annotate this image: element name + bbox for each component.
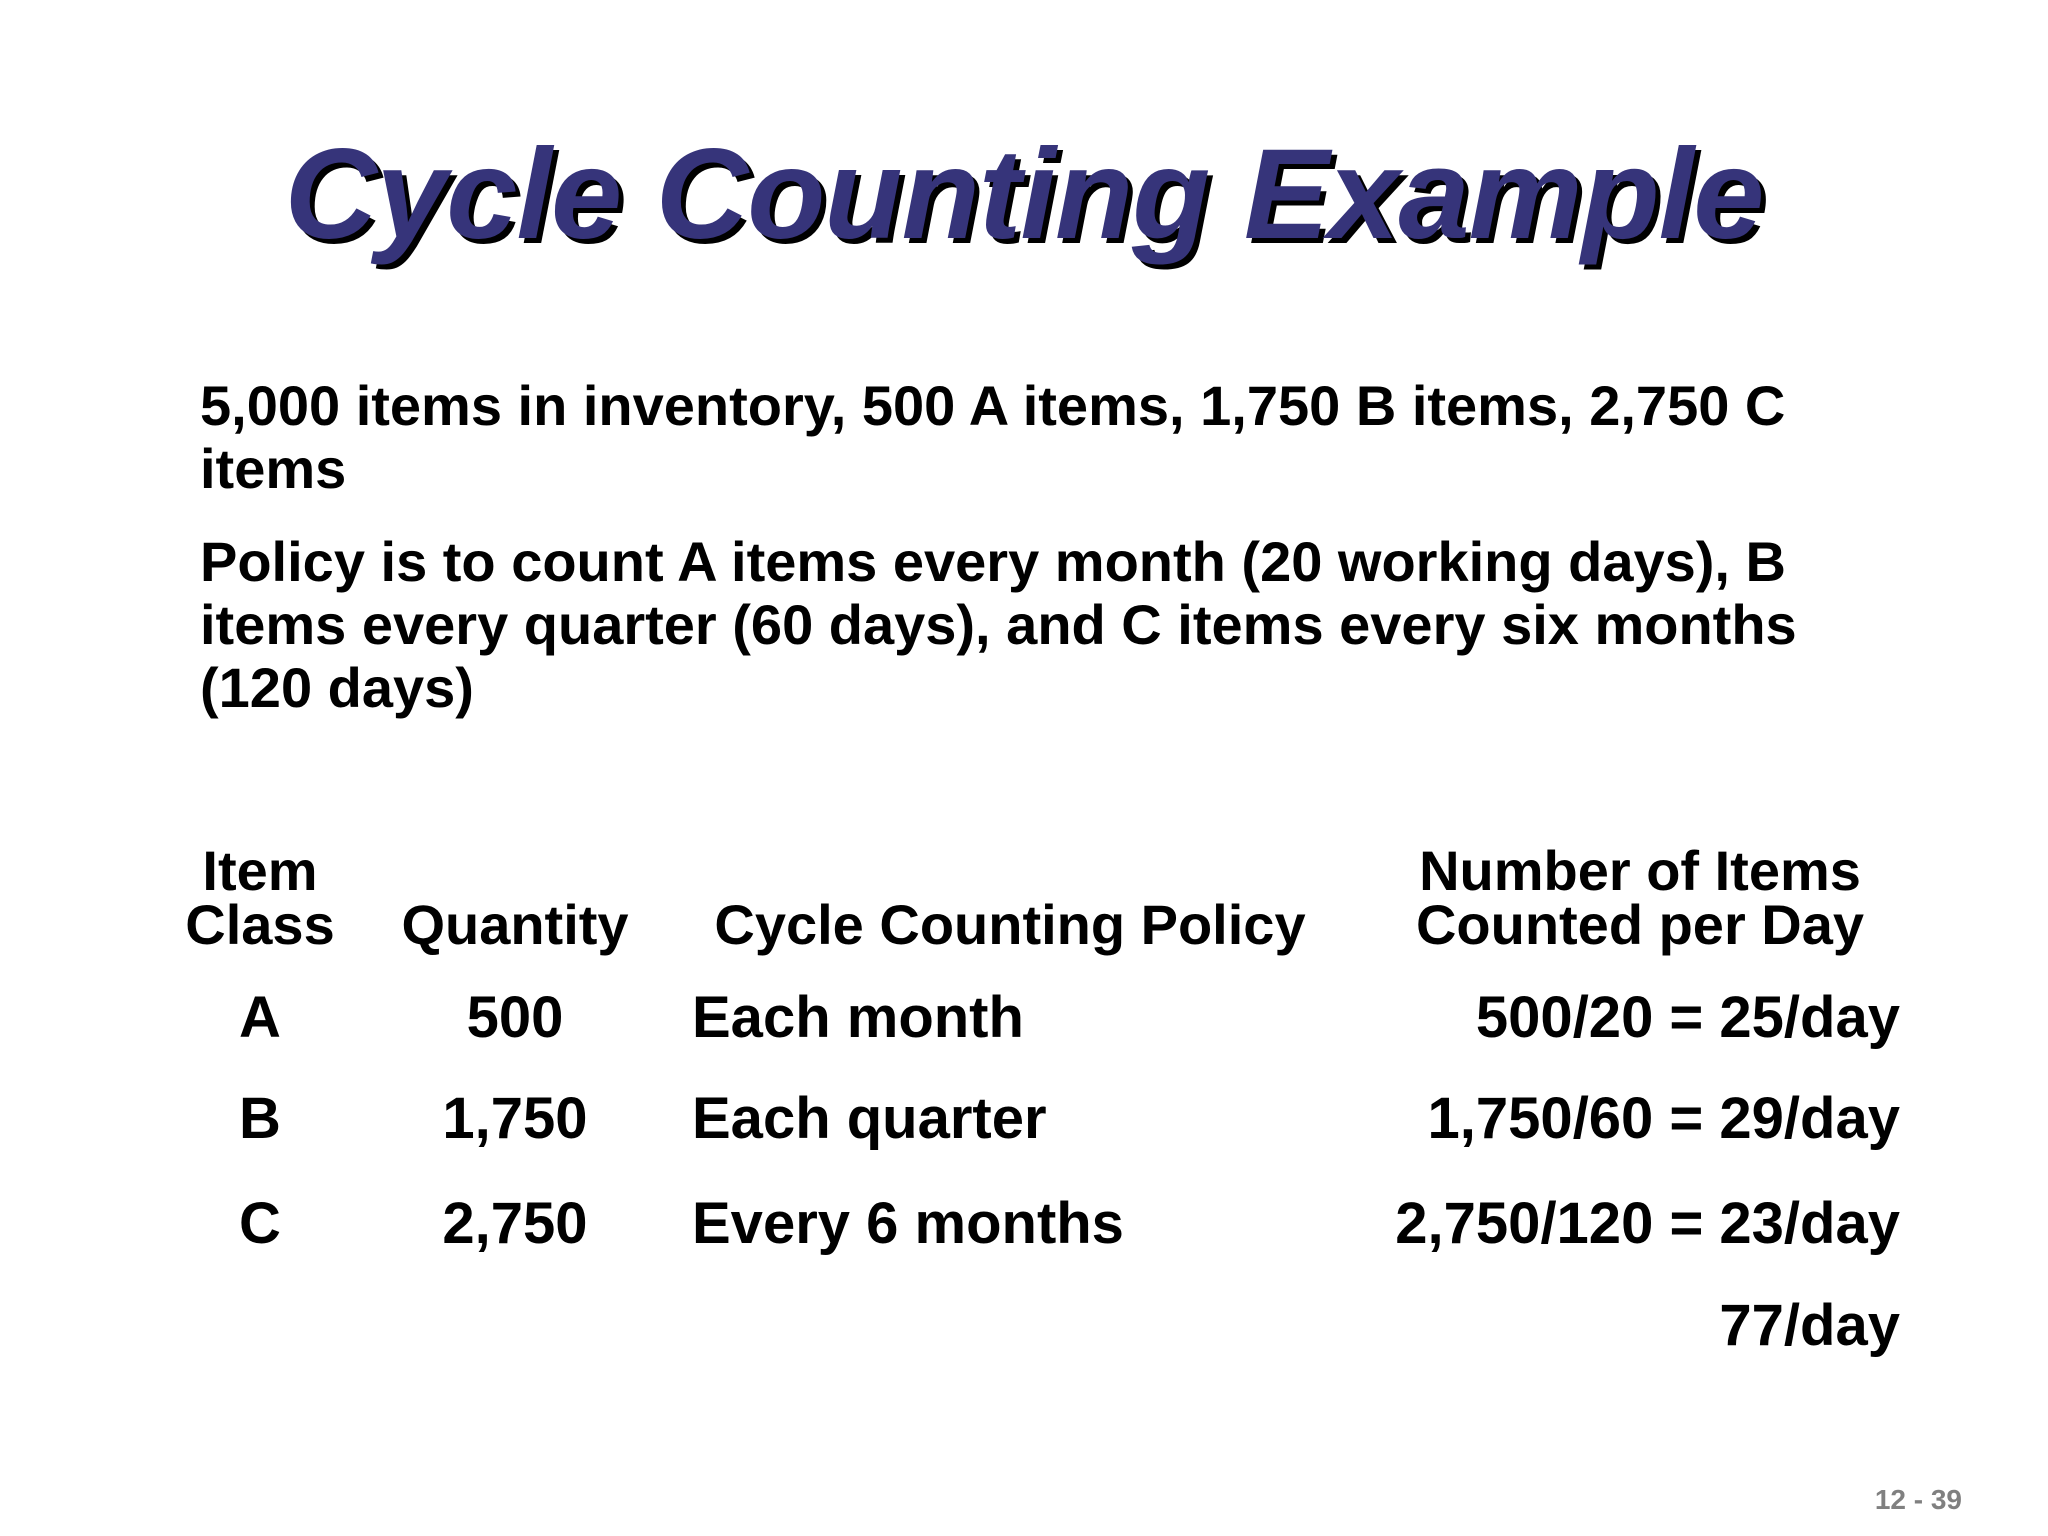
row-c-policy: Every 6 months — [692, 1191, 1124, 1256]
header-count-line2: Counted per Day — [1415, 893, 1865, 956]
row-b-policy: Each quarter — [692, 1086, 1047, 1151]
header-count-per-day — [1380, 839, 1900, 956]
bullet-inventory: 5,000 items in inventory, 500 A items, 1,750 B items, 2,750 C items — [200, 374, 1786, 500]
row-a-per-day: 500/20 = 25/day — [1475, 985, 1900, 1050]
row-b-class: B — [239, 1086, 281, 1151]
header-item-class-line2: Class — [185, 893, 335, 956]
row-c-per-day: 2,750/120 = 23/day — [1395, 1191, 1900, 1256]
slide-title: Cycle Counting Example — [284, 123, 1764, 266]
header-item-class-line1: Item — [202, 839, 318, 902]
header-quantity: Quantity — [401, 893, 629, 956]
row-a-quantity: 500 — [466, 985, 564, 1050]
row-b-per-day: 1,750/60 = 29/day — [1427, 1086, 1900, 1151]
page-number: 12 - 39 — [1874, 1484, 1962, 1515]
total-per-day: 77/day — [1719, 1293, 1900, 1358]
header-count-line1: Number of Items — [1419, 839, 1861, 902]
row-a-class: A — [239, 985, 281, 1050]
header-item-class — [170, 839, 350, 956]
row-c-quantity: 2,750 — [442, 1191, 588, 1256]
row-c-class: C — [239, 1191, 281, 1256]
bullet-policy: Policy is to count A items every month (20 working days), B items every quarter (60 days), and C items every six months (120 days) — [200, 530, 1797, 719]
row-b-quantity: 1,750 — [442, 1086, 588, 1151]
row-a-policy: Each month — [692, 985, 1024, 1050]
header-policy: Cycle Counting Policy — [714, 893, 1306, 956]
